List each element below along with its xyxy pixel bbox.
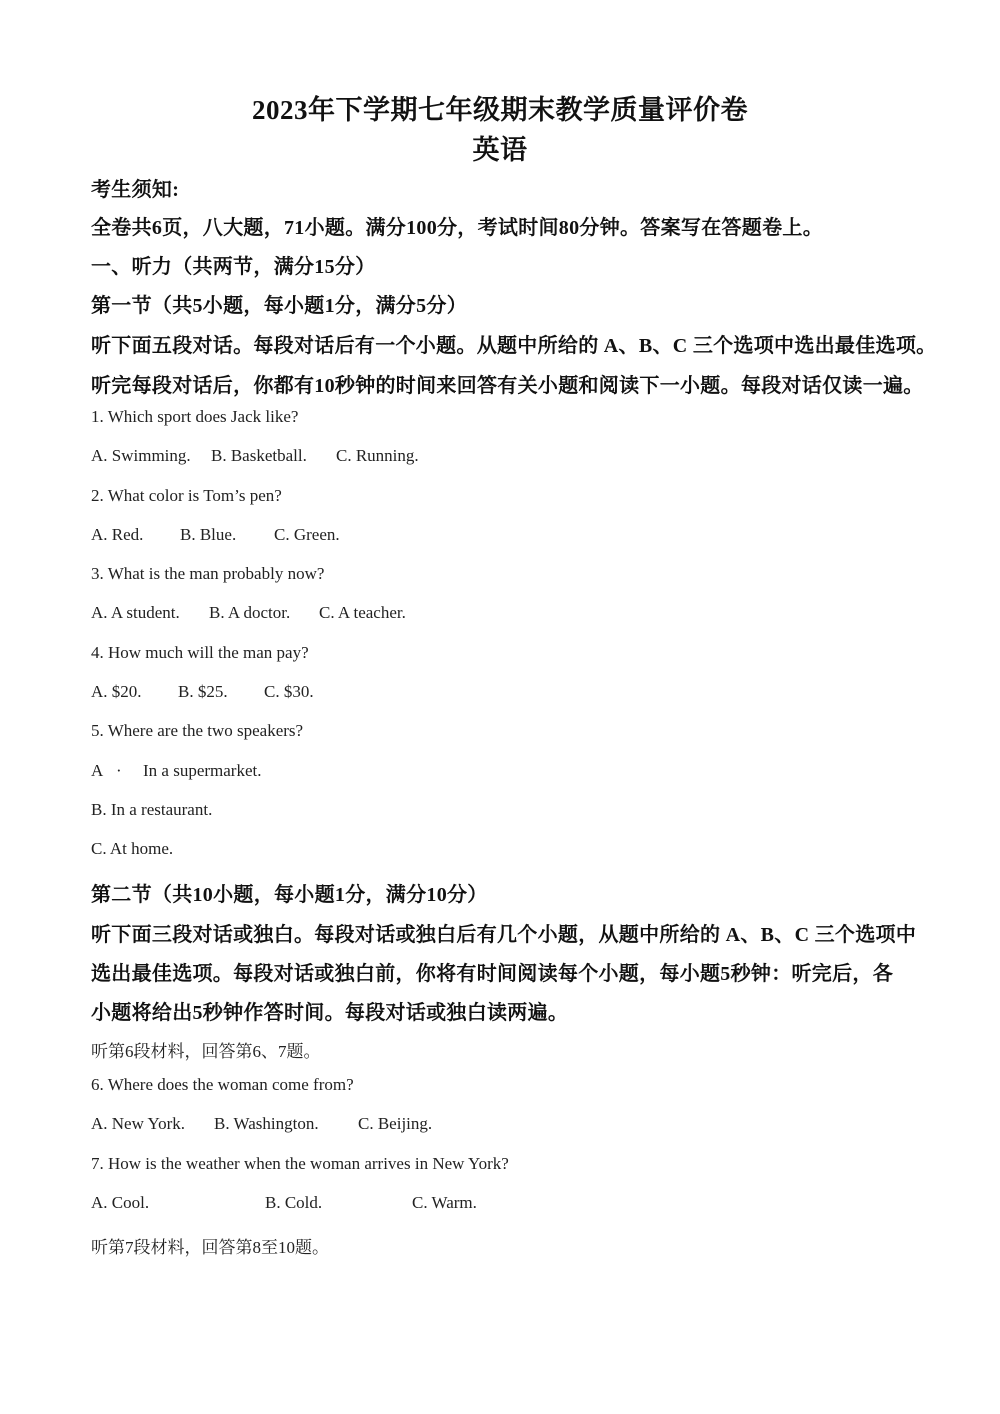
option-c: C. $30. [264, 682, 314, 701]
question-4: 4. How much will the man pay? [91, 643, 309, 662]
section2-instruction-1: 听下面三段对话或独白。每段对话或独白后有几个小题，从题中所给的 A、B、C 三个选项中 [91, 924, 917, 946]
question-2-options [91, 525, 340, 545]
question-6-options [91, 1114, 432, 1134]
option-b: B. A doctor. [209, 603, 291, 622]
option-a: A. A student. [91, 603, 180, 622]
question-2: 2. What color is Tom’s pen? [91, 486, 282, 505]
option-c: C. Running. [336, 446, 419, 465]
option-c: C. A teacher. [319, 603, 406, 622]
option-a: A. $20. [91, 682, 142, 701]
option-a: A. New York. [91, 1114, 185, 1133]
section1-heading: 第一节（共5小题，每小题1分，满分5分） [91, 295, 467, 317]
option-b: B. $25. [178, 682, 228, 701]
material-7-note: 听第7段材料，回答第8至10题。 [91, 1238, 329, 1257]
section1-instruction-1: 听下面五段对话。每段对话后有一个小题。从题中所给的 A、B、C 三个选项中选出最佳选项。 [91, 335, 937, 357]
option-a: A. Swimming. [91, 446, 191, 465]
option-c: C. Warm. [412, 1193, 477, 1212]
section2-heading: 第二节（共10小题，每小题1分，满分10分） [91, 884, 488, 906]
question-7: 7. How is the weather when the woman arrives in New York? [91, 1154, 509, 1173]
question-7-options [91, 1193, 477, 1213]
question-1-options [91, 446, 419, 466]
question-5: 5. Where are the two speakers? [91, 721, 304, 740]
question-1: 1. Which sport does Jack like? [91, 407, 299, 426]
notice-text: 全卷共6页，八大题，71小题。满分100分，考试时间80分钟。答案写在答题卷上。 [91, 217, 823, 239]
option-b: B. Washington. [214, 1114, 319, 1133]
question-5-option-b: B. In a restaurant. [91, 800, 213, 819]
option-a-letter: A · [91, 761, 122, 780]
option-b: B. Blue. [180, 525, 237, 544]
question-4-options [91, 682, 314, 702]
section2-instruction-2: 选出最佳选项。每段对话或独白前，你将有时间阅读每个小题，每小题5秒钟：听完后，各 [91, 963, 893, 985]
option-a-text: In a supermarket. [143, 761, 262, 780]
subject-title: 英语 [472, 135, 528, 165]
part1-heading: 一、听力（共两节，满分15分） [91, 256, 376, 278]
notice-heading: 考生须知: [91, 179, 180, 201]
question-5-option-a [91, 761, 261, 781]
question-6: 6. Where does the woman come from? [91, 1075, 354, 1094]
option-c: C. Green. [274, 525, 340, 544]
option-a: A. Cool. [91, 1193, 150, 1212]
section1-instruction-2: 听完每段对话后，你都有10秒钟的时间来回答有关小题和阅读下一小题。每段对话仅读一遍。 [91, 375, 924, 397]
material-6-note: 听第6段材料，回答第6、7题。 [91, 1042, 321, 1061]
section2-instruction-3: 小题将给出5秒钟作答时间。每段对话或独白读两遍。 [91, 1002, 569, 1024]
option-b: B. Basketball. [211, 446, 307, 465]
option-a: A. Red. [91, 525, 144, 544]
option-c: C. Beijing. [358, 1114, 433, 1133]
question-3-options [91, 603, 406, 623]
exam-title: 2023年下学期七年级期末教学质量评价卷 [252, 95, 748, 125]
question-3: 3. What is the man probably now? [91, 564, 325, 583]
question-5-option-c: C. At home. [91, 839, 174, 858]
option-b: B. Cold. [265, 1193, 323, 1212]
